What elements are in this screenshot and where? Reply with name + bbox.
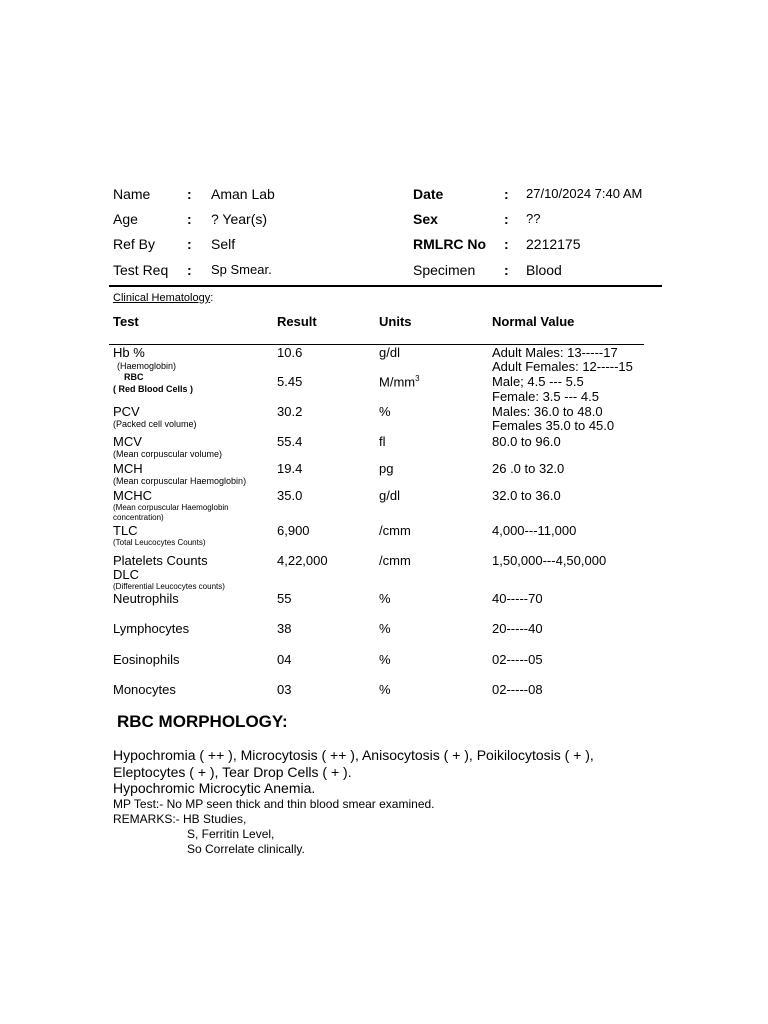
age-value: ? Year(s) bbox=[211, 211, 268, 227]
test-subtitle: (Mean corpuscular volume) bbox=[113, 449, 223, 459]
test-name: Platelets Counts bbox=[113, 553, 208, 568]
test-name: Hb % bbox=[113, 345, 145, 360]
section-title-text: Clinical Hematology bbox=[113, 292, 211, 304]
test-result: 55 bbox=[277, 591, 292, 606]
test-unit: % bbox=[379, 682, 391, 697]
test-subtitle: (Packed cell volume) bbox=[113, 419, 197, 429]
name-value: Aman Lab bbox=[211, 186, 275, 202]
ref-label: Ref By bbox=[113, 236, 156, 252]
test-result: 38 bbox=[277, 621, 292, 636]
test-unit: g/dl bbox=[379, 488, 400, 503]
test-unit: pg bbox=[379, 461, 394, 476]
unit-text: M/mm bbox=[379, 374, 416, 390]
test-normal: 80.0 to 96.0 bbox=[492, 434, 561, 449]
header-test: Test bbox=[113, 314, 139, 329]
header-normal: Normal Value bbox=[492, 314, 575, 329]
test-normal: 02-----08 bbox=[492, 682, 543, 697]
test-result: 4,22,000 bbox=[277, 553, 328, 568]
section-title-colon: : bbox=[210, 292, 214, 304]
test-unit: /cmm bbox=[379, 553, 411, 568]
test-unit bbox=[379, 374, 420, 389]
section-title bbox=[113, 288, 213, 306]
remarks-line: S, Ferritin Level, bbox=[187, 827, 275, 841]
test-unit: % bbox=[379, 621, 391, 636]
test-unit: % bbox=[379, 591, 391, 606]
morphology-line: Eleptocytes ( + ), Tear Drop Cells ( + ). bbox=[113, 764, 352, 780]
name-colon: : bbox=[187, 186, 192, 202]
test-name: Lymphocytes bbox=[113, 621, 190, 636]
age-label: Age bbox=[113, 211, 138, 227]
test-name: MCH bbox=[113, 461, 143, 476]
name-label: Name bbox=[113, 186, 151, 202]
test-req-value: Sp Smear. bbox=[211, 262, 272, 277]
test-name: DLC bbox=[113, 567, 140, 582]
test-subtitle: (Mean corpuscular Haemoglobin bbox=[113, 503, 229, 512]
test-result: 04 bbox=[277, 652, 292, 667]
test-normal: 02-----05 bbox=[492, 652, 543, 667]
test-result: 55.4 bbox=[277, 434, 303, 449]
sex-colon: : bbox=[504, 211, 509, 227]
test-unit: /cmm bbox=[379, 523, 411, 538]
ref-colon: : bbox=[187, 236, 192, 252]
test-req-colon: : bbox=[187, 262, 192, 278]
morphology-impression: Hypochromic Microcytic Anemia. bbox=[113, 780, 316, 796]
test-subtitle: (Differential Leucocytes counts) bbox=[113, 582, 225, 591]
test-result: 5.45 bbox=[277, 374, 303, 389]
mp-test-note: MP Test:- No MP seen thick and thin blood smear examined. bbox=[113, 797, 435, 811]
test-result: 30.2 bbox=[277, 404, 303, 419]
rmlrc-colon: : bbox=[504, 236, 509, 252]
age-colon: : bbox=[187, 211, 192, 227]
morphology-line: Hypochromia ( ++ ), Microcytosis ( ++ ), Anisocytosis ( + ), Poikilocytosis ( + ), bbox=[113, 747, 594, 763]
remarks-line: REMARKS:- HB Studies, bbox=[113, 812, 247, 826]
test-subtitle: (Total Leucocytes Counts) bbox=[113, 538, 206, 547]
test-name: RBC bbox=[124, 372, 144, 382]
test-normal: 40-----70 bbox=[492, 591, 543, 606]
test-subtitle: (Haemoglobin) bbox=[117, 361, 177, 371]
rmlrc-value: 2212175 bbox=[526, 236, 581, 252]
sex-label: Sex bbox=[413, 211, 438, 227]
specimen-value: Blood bbox=[526, 262, 562, 278]
morphology-title: RBC MORPHOLOGY: bbox=[117, 712, 288, 731]
test-unit: fl bbox=[379, 434, 386, 449]
test-normal: Female: 3.5 --- 4.5 bbox=[492, 389, 599, 404]
header-units: Units bbox=[379, 314, 412, 329]
test-unit: g/dl bbox=[379, 345, 400, 360]
header-divider bbox=[109, 285, 662, 287]
test-name: TLC bbox=[113, 523, 138, 538]
test-name: Neutrophils bbox=[113, 591, 179, 606]
date-label: Date bbox=[413, 186, 444, 202]
test-normal: 32.0 to 36.0 bbox=[492, 488, 561, 503]
test-normal: 4,000---11,000 bbox=[492, 523, 577, 538]
rmlrc-label: RMLRC No bbox=[413, 236, 487, 252]
test-subtitle: (Mean corpuscular Haemoglobin) bbox=[113, 476, 247, 486]
test-result: 19.4 bbox=[277, 461, 303, 476]
test-req-label: Test Req bbox=[113, 262, 169, 278]
remarks-line: So Correlate clinically. bbox=[187, 842, 305, 856]
test-normal: Adult Females: 12-----15 bbox=[492, 359, 633, 374]
test-result: 10.6 bbox=[277, 345, 303, 360]
sex-value: ?? bbox=[526, 211, 541, 226]
unit-superscript: 3 bbox=[415, 374, 420, 383]
specimen-label: Specimen bbox=[413, 262, 476, 278]
test-subtitle: ( Red Blood Cells ) bbox=[113, 384, 194, 394]
test-normal: 1,50,000---4,50,000 bbox=[492, 553, 607, 568]
test-name: PCV bbox=[113, 404, 140, 419]
test-name: Eosinophils bbox=[113, 652, 180, 667]
test-result: 6,900 bbox=[277, 523, 310, 538]
date-colon: : bbox=[504, 186, 509, 202]
test-unit: % bbox=[379, 404, 391, 419]
test-subtitle: concentration) bbox=[113, 513, 164, 522]
test-unit: % bbox=[379, 652, 391, 667]
test-name: MCV bbox=[113, 434, 142, 449]
test-normal: Females 35.0 to 45.0 bbox=[492, 418, 615, 433]
test-normal: 20-----40 bbox=[492, 621, 543, 636]
test-result: 03 bbox=[277, 682, 292, 697]
test-normal: 26 .0 to 32.0 bbox=[492, 461, 565, 476]
test-normal: Adult Males: 13-----17 bbox=[492, 345, 618, 360]
test-name: MCHC bbox=[113, 488, 152, 503]
header-result: Result bbox=[277, 314, 317, 329]
test-normal: Male; 4.5 --- 5.5 bbox=[492, 374, 584, 389]
test-normal: Males: 36.0 to 48.0 bbox=[492, 404, 603, 419]
specimen-colon: : bbox=[504, 262, 509, 278]
test-name: Monocytes bbox=[113, 682, 176, 697]
date-value: 27/10/2024 7:40 AM bbox=[526, 186, 643, 201]
ref-value: Self bbox=[211, 236, 236, 252]
test-result: 35.0 bbox=[277, 488, 303, 503]
